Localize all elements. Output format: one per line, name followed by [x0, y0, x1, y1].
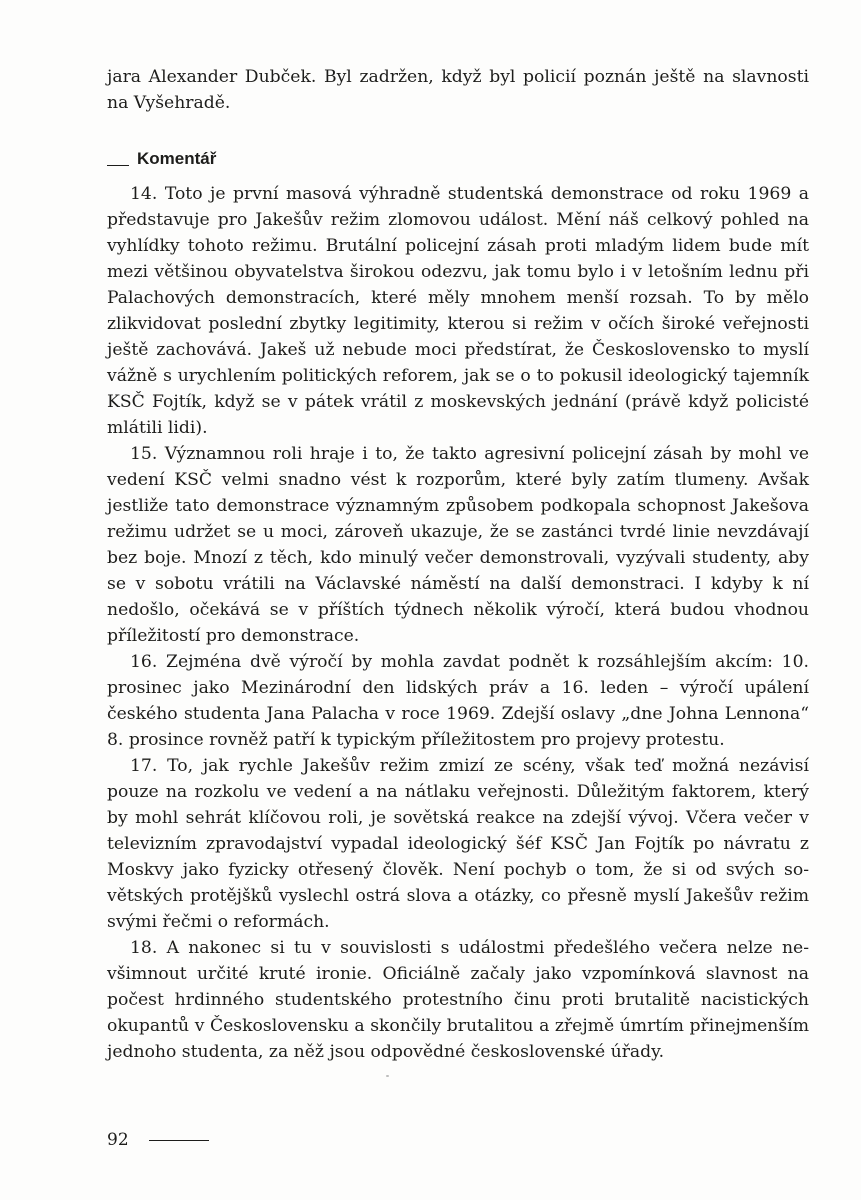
page-body	[107, 64, 809, 1065]
paragraph-18: 18. A nakonec si tu v souvislosti s událostmi předešlého večera nelze nevšimnout určité kruté ironie. Oficiálně začaly jako vzpomínková slavnost na počest hrdinného studentského protestního činu proti brutalitě nacistických okupantů v Československu a skončily brutalitou a zřejmě úmrtím přinejmenším jednoho studenta, za něž jsou odpovědné československé úřady.	[107, 938, 809, 1062]
paragraph-14: 14. Toto je první masová výhradně studentská demonstrace od roku 1969 a představuje pro Jakešův režim zlomovou událost. Mění náš celkový pohled na vyhlídky tohoto režimu. Brutální policejní zásah proti mladým lidem bude mít mezi většinou obyvatelstva širokou odezvu, jak tomu bylo i v letošním lednu při Palachových demonstracích, které měly mnohem menší rozsah. To by mělo zlikvidovat poslední zbytky legitimity, kterou si režim v očích široké veřejnosti ještě zachovává. Jakeš už nebude moci předstírat, že Československo to myslí vážně s urychlením politických reforem, jak se o to pokusil ideologický tajemník KSČ Fojtík, když se v pátek vrátil z moskevských jednání (právě když policisté mlátili lidi).	[107, 184, 809, 438]
section-heading-text: Komentář	[137, 149, 217, 168]
intro-paragraph: jara Alexander Dubček. Byl zadržen, když byl policií poznán ještě na slavnosti na Vyšehradě.	[107, 67, 809, 113]
scan-speck	[386, 1075, 389, 1077]
heading-dash	[107, 165, 129, 166]
paragraph-15: 15. Významnou roli hraje i to, že takto agresivní policejní zásah by mohl ve vedení KSČ velmi snadno vést k rozporům, které byly zatím tlumeny. Avšak jestliže tato demonstrace významným způsobem podkopala schopnost Jakešova režimu udržet se u moci, zároveň ukazuje, že se zastánci tvrdé linie nevzdávají bez boje. Mnozí z těch, kdo minulý večer demonstrovali, vyzývali studenty, aby se v sobotu vrátili na Václavské náměstí na další demonstraci. I kdyby k ní nedošlo, očekává se v příštích týdnech několik výročí, která budou vhodnou příležitostí pro demonstrace.	[107, 444, 809, 646]
page-footer	[107, 1130, 209, 1150]
paragraph-17: 17. To, jak rychle Jakešův režim zmizí ze scény, však teď možná nezávisí pouze na rozkolu ve vedení a na nátlaku veřejnosti. Důležitým faktorem, který by mohl sehrát klíčovou roli, je sovětská reakce na zdejší vývoj. Včera večer v televizním zpravodajství vypadal ideologický šéf KSČ Jan Fojtík po návratu z Moskvy jako fyzicky otřesený člověk. Není pochyb o tom, že si od svých sovětských protějšků vyslechl ostrá slova a otázky, co přesně myslí Jakešův režim svými řečmi o reformách.	[107, 756, 809, 932]
page-number: 92	[107, 1130, 129, 1150]
paragraph-16: 16. Zejména dvě výročí by mohla zavdat podnět k rozsáhlejším akcím: 10. prosinec jako Mezinárodní den lidských práv a 16. leden – výročí upálení českého studenta Jana Palacha v roce 1969. Zdejší oslavy „dne Johna Lennona“ 8. prosince rovněž patří k typickým příležitostem pro projevy protestu.	[107, 652, 809, 750]
footer-rule	[149, 1140, 209, 1141]
section-heading	[107, 146, 809, 172]
